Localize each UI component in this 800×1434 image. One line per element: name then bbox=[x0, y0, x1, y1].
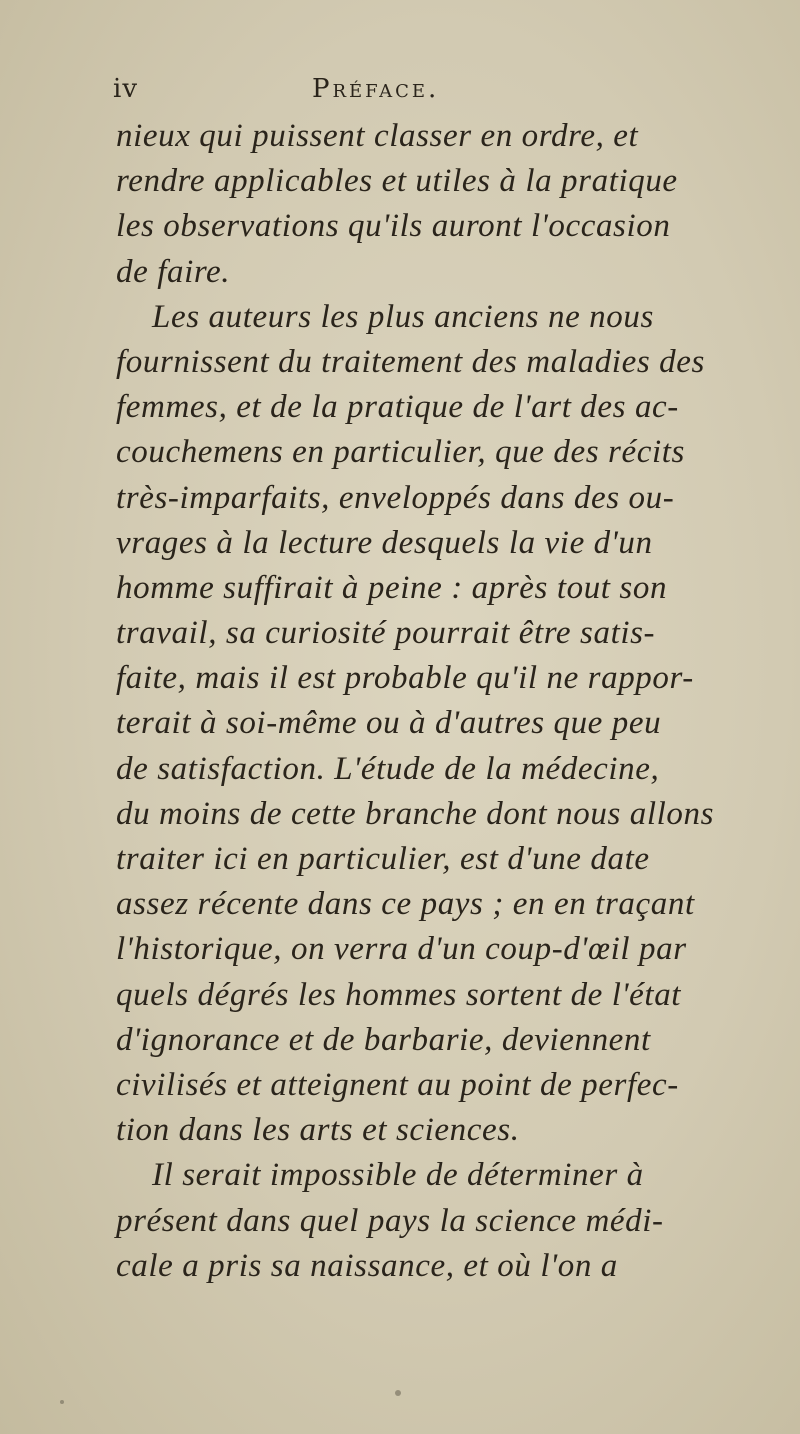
body-text bbox=[116, 114, 796, 1289]
text-line: de satisfaction. L'étude de la médecine, bbox=[116, 750, 660, 787]
text-line: tion dans les arts et sciences. bbox=[116, 1112, 520, 1149]
text-line: de faire. bbox=[116, 253, 231, 290]
text-line: nieux qui puissent classer en ordre, et bbox=[116, 118, 639, 154]
page-header bbox=[0, 74, 800, 114]
text-line: homme suffirait à peine : après tout son bbox=[116, 569, 668, 606]
text-line: assez récente dans ce pays ; en en traçant bbox=[116, 886, 695, 923]
text-line: fournissent du traitement des maladies des bbox=[116, 343, 705, 380]
text-line: femmes, et de la pratique de l'art des ac- bbox=[116, 389, 679, 426]
page-number: iv bbox=[113, 74, 139, 104]
text-line: civilisés et atteignent au point de perfec- bbox=[116, 1066, 679, 1103]
text-line: quels dégrés les hommes sortent de l'état bbox=[116, 976, 682, 1013]
text-line: présent dans quel pays la science médi- bbox=[116, 1202, 664, 1239]
text-line: couchemens en particulier, que des récits bbox=[116, 434, 685, 471]
text-line: Les auteurs les plus anciens ne nous bbox=[152, 298, 654, 335]
text-line: les observations qu'ils auront l'occasion bbox=[116, 208, 671, 245]
text-line: Il serait impossible de déterminer à bbox=[152, 1157, 644, 1194]
ink-spot bbox=[395, 1390, 401, 1396]
text-line: traiter ici en particulier, est d'une date bbox=[116, 841, 650, 877]
text-line: faite, mais il est probable qu'il ne rappor- bbox=[116, 660, 694, 697]
text-line: l'historique, on verra d'un coup-d'œil par bbox=[116, 931, 687, 968]
text-line: vrages à la lecture desquels la vie d'un bbox=[116, 524, 653, 561]
ink-spot bbox=[60, 1400, 64, 1404]
text-line: terait à soi-même ou à d'autres que peu bbox=[116, 705, 662, 742]
text-line: cale a pris sa naissance, et où l'on a bbox=[116, 1247, 618, 1284]
running-head: Préface. bbox=[312, 74, 440, 104]
text-line: rendre applicables et utiles à la pratique bbox=[116, 163, 678, 200]
text-line: du moins de cette branche dont nous allons bbox=[116, 795, 715, 832]
text-line: très-imparfaits, enveloppés dans des ou- bbox=[116, 479, 675, 516]
text-line: d'ignorance et de barbarie, deviennent bbox=[116, 1021, 651, 1058]
text-line: travail, sa curiosité pourrait être satis- bbox=[116, 615, 656, 652]
